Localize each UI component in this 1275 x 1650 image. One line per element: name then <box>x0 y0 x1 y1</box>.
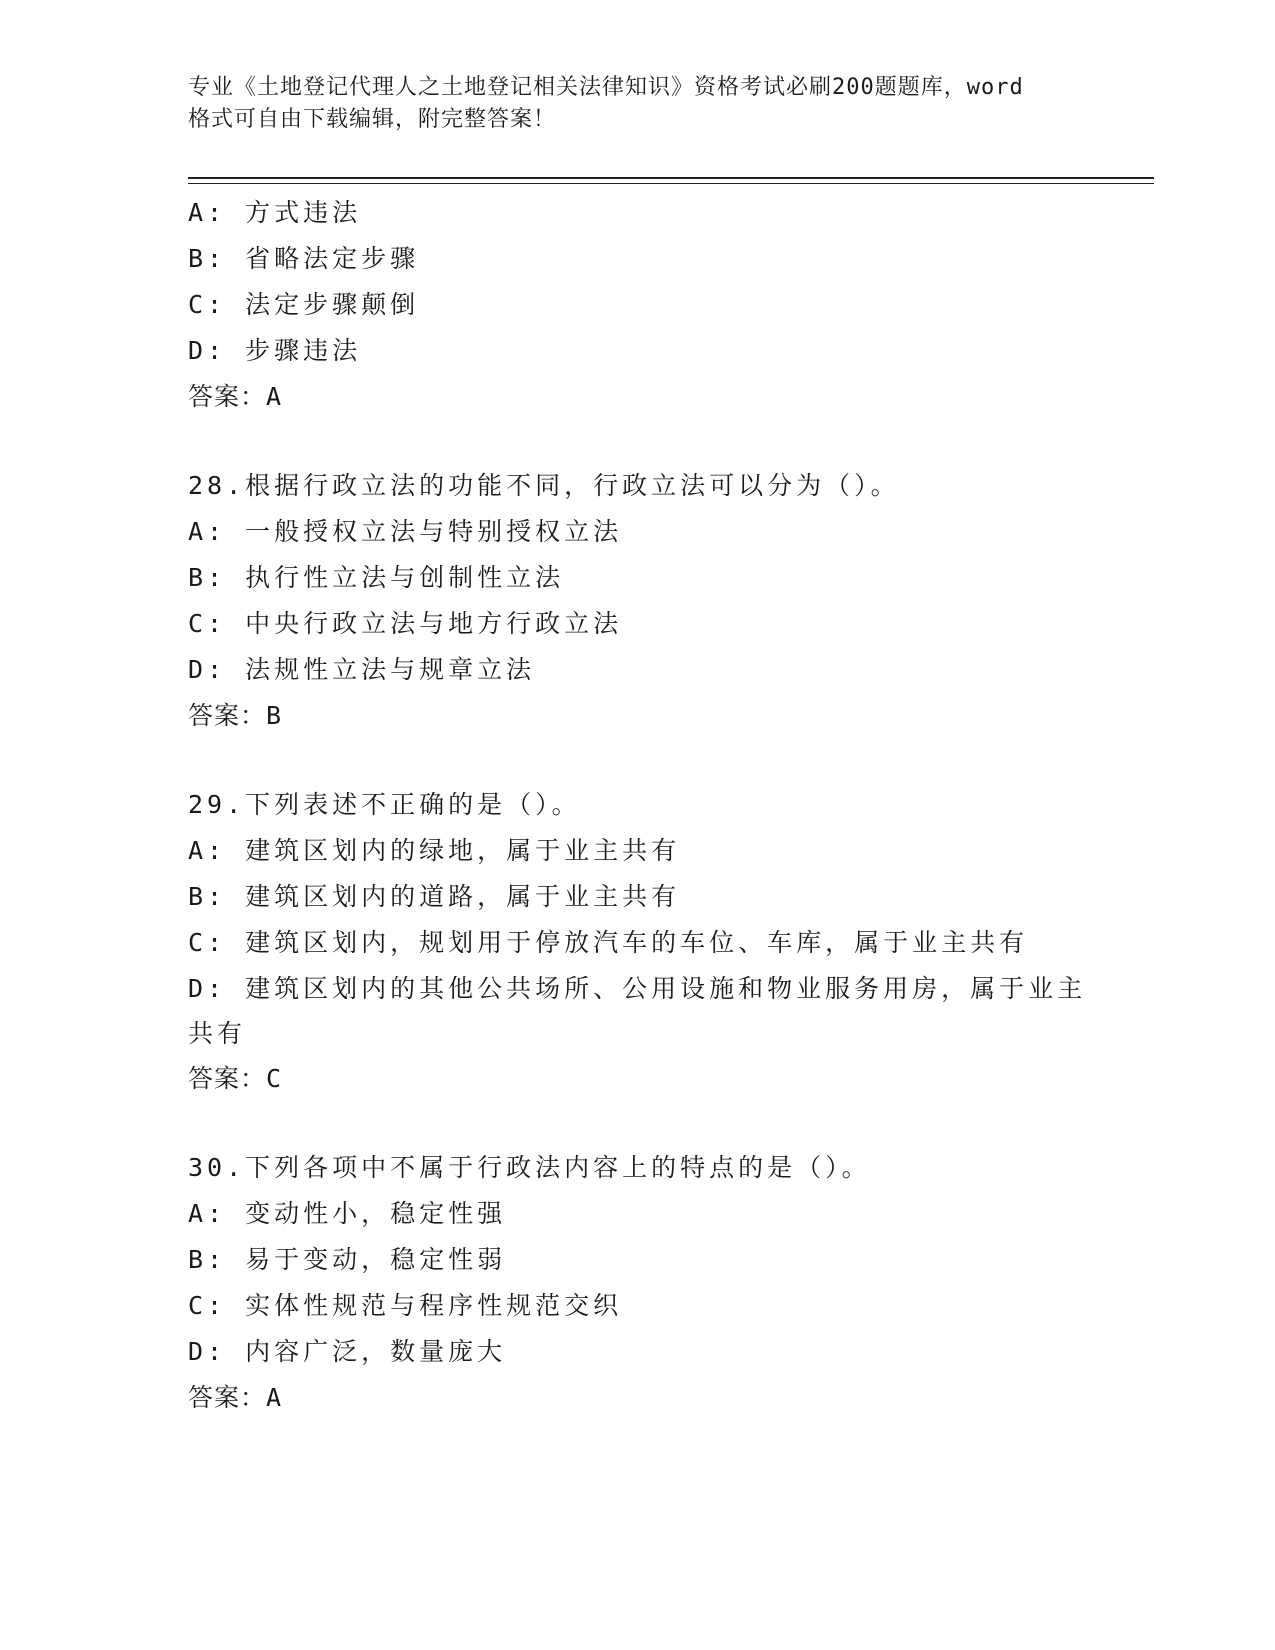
question-28 <box>188 463 1088 739</box>
option-c: C: 法定步骤颠倒 <box>188 290 420 319</box>
option-b: B: 省略法定步骤 <box>188 244 420 273</box>
spacer <box>188 1102 1088 1145</box>
answer-line <box>188 1375 1088 1421</box>
option-d: D: 建筑区划内的其他公共场所、公用设施和物业服务用房，属于业主 <box>188 974 1087 1003</box>
answer-value: C <box>266 1064 283 1093</box>
option-b: B: 易于变动，稳定性弱 <box>188 1245 507 1274</box>
question-text: 30.下列各项中不属于行政法内容上的特点的是（）。 <box>188 1153 871 1182</box>
option-d-continuation: 共有 <box>188 1019 247 1048</box>
document-header <box>188 72 1098 136</box>
option-d: D: 步骤违法 <box>188 336 362 365</box>
answer-value: B <box>266 701 283 730</box>
answer-value: A <box>266 1383 283 1412</box>
spacer <box>188 739 1088 782</box>
option-d: D: 法规性立法与规章立法 <box>188 655 536 684</box>
answer-label: 答案： <box>188 382 267 411</box>
question-27 <box>188 190 1088 420</box>
question-29 <box>188 782 1088 1102</box>
option-d: D: 内容广泛，数量庞大 <box>188 1337 507 1366</box>
option-c: C: 建筑区划内，规划用于停放汽车的车位、车库，属于业主共有 <box>188 928 1029 957</box>
spacer <box>188 420 1088 463</box>
answer-label: 答案： <box>188 701 267 730</box>
option-a: A: 方式违法 <box>188 198 362 227</box>
question-list <box>188 190 1088 1421</box>
header-line-2: 格式可自由下载编辑，附完整答案！ <box>188 107 557 132</box>
answer-label: 答案： <box>188 1064 267 1093</box>
answer-label: 答案： <box>188 1383 267 1412</box>
answer-line <box>188 1056 1088 1102</box>
option-b: B: 建筑区划内的道路，属于业主共有 <box>188 882 681 911</box>
answer-line <box>188 693 1088 739</box>
header-line-1: 专业《土地登记代理人之土地登记相关法律知识》资格考试必刷200题题库，word <box>188 75 1024 100</box>
answer-value: A <box>266 382 283 411</box>
question-text: 28.根据行政立法的功能不同，行政立法可以分为（）。 <box>188 471 900 500</box>
option-c: C: 中央行政立法与地方行政立法 <box>188 609 623 638</box>
option-c: C: 实体性规范与程序性规范交织 <box>188 1291 623 1320</box>
header-divider-thin <box>188 183 1154 184</box>
question-30 <box>188 1145 1088 1421</box>
option-a: A: 建筑区划内的绿地，属于业主共有 <box>188 836 681 865</box>
header-divider-thick <box>188 177 1154 179</box>
answer-line <box>188 374 1088 420</box>
option-a: A: 一般授权立法与特别授权立法 <box>188 517 623 546</box>
option-a: A: 变动性小，稳定性强 <box>188 1199 507 1228</box>
option-b: B: 执行性立法与创制性立法 <box>188 563 565 592</box>
question-text: 29.下列表述不正确的是（）。 <box>188 790 581 819</box>
